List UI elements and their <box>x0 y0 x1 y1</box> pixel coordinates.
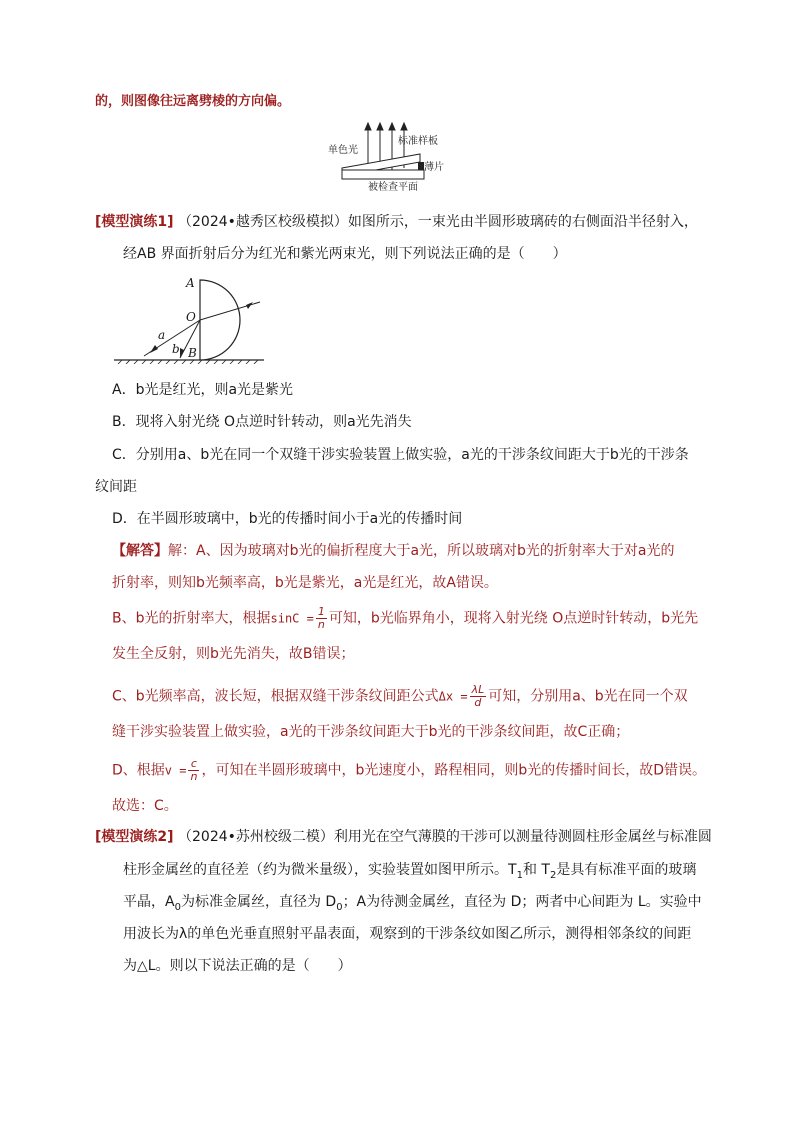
q2-line5: 为△L。则以下说法正确的是（ ） <box>123 958 352 974</box>
answer-b-formula: sinC = <box>270 611 314 626</box>
label-b: b <box>172 342 180 356</box>
q2-line3-mid: 为标准金属丝，直径为 D <box>180 894 337 910</box>
label-surface: 被检查平面 <box>368 182 418 193</box>
top-line: 的，则图像往远离劈棱的方向偏。 <box>95 94 291 109</box>
frac-num: 1 <box>317 605 325 618</box>
q2-line2-mid: 和 T <box>522 862 550 878</box>
answer-d-post: ，可知在半圆形玻璃中，b光速度小，路程相同，则b光的传播时间长，故D错误。 <box>201 762 707 779</box>
q2-source: （2024•苏州校级二模） <box>178 829 334 845</box>
frac-den: d <box>474 696 482 709</box>
answer-a-line1: 解：A、因为玻璃对b光的偏折程度大于a光，所以玻璃对b光的折射率大于对a光的 <box>168 543 675 559</box>
sub-0b: 0 <box>336 901 343 913</box>
sub-2: 2 <box>549 869 557 881</box>
answer-d-formula: v = <box>164 763 187 778</box>
sub-1: 1 <box>516 869 523 881</box>
option-c-line2: 纹间距 <box>95 479 137 495</box>
q1-stem-line1: 如图所示，一束光由半圆形玻璃砖的右侧面沿半径射入， <box>347 214 698 230</box>
answer-line-a1 <box>112 541 675 561</box>
answer-c-line2: 缝干涉实验装置上做实验，a光的干涉条纹间距大于b光的干涉条纹间距，故C正确； <box>112 724 630 740</box>
semicircle-figure <box>112 272 267 364</box>
frac-den: n <box>190 770 198 783</box>
frac-num: c <box>188 758 199 771</box>
q2-line2 <box>123 860 696 886</box>
fraction-lambda-l-d <box>470 684 487 709</box>
q2-line2-pre: 柱形金属丝的直径差（约为微米量级），实验装置如图甲所示。T <box>123 862 517 878</box>
option-a: A．b光是红光，则a光是紫光 <box>112 382 294 398</box>
label-thin-sheet: 薄片 <box>424 162 444 173</box>
answer-b-post: 可知，b光临界角小，现将入射光绕 O点逆时针转动，b光先 <box>328 610 699 627</box>
answer-c-formula: Δx = <box>438 689 468 704</box>
label-B: B <box>188 346 197 360</box>
q1-stem-line2: 经AB 界面折射后分为红光和紫光两束光，则下列说法正确的是（ ） <box>123 246 567 262</box>
answer-head: 【解答】 <box>112 543 168 559</box>
q2-line2-post: 是具有标准平面的玻璃 <box>556 862 697 878</box>
answer-b-pre: B、b光的折射率大，根据 <box>112 610 271 627</box>
q2-header <box>95 827 712 847</box>
fraction-c-n <box>188 758 199 783</box>
answer-b-line2: 发生全反射，则b光先消失，故B错误； <box>112 646 355 662</box>
q2-line3 <box>123 892 702 918</box>
answer-d-pre: D、根据 <box>112 762 165 779</box>
label-standard-plate: 标准样板 <box>398 136 438 147</box>
label-a: a <box>158 328 166 342</box>
option-c-line1: C．分别用a、b光在同一个双缝干涉实验装置上做实验，a光的干涉条纹间距大于b光的干涉条 <box>112 447 689 463</box>
answer-d-line <box>112 758 706 783</box>
q1-tag: [模型演练1] <box>95 214 174 230</box>
frac-den: n <box>317 618 325 631</box>
q1-header <box>95 212 698 232</box>
frac-num: λL <box>471 683 485 696</box>
q2-line4: 用波长为λ的单色光垂直照射平晶表面，观察到的干涉条纹如图乙所示，测得相邻条纹的间距 <box>123 926 692 942</box>
answer-b-line1 <box>112 606 698 631</box>
answer-c-pre: C、b光频率高，波长短，根据双缝干涉条纹间距公式 <box>112 688 439 705</box>
q2-tag: [模型演练2] <box>95 829 174 845</box>
q1-source: （2024•越秀区校级模拟） <box>178 214 348 230</box>
fraction-1-n <box>316 606 327 631</box>
wedge-figure <box>320 120 444 198</box>
label-A: A <box>186 276 195 290</box>
label-O: O <box>186 310 196 324</box>
q2-line1: 利用光在空气薄膜的干涉可以测量待测圆柱形金属丝与标准圆 <box>333 829 712 845</box>
answer-a-line2: 折射率，则知b光频率高，b光是紫光，a光是红光，故A错误。 <box>112 575 498 591</box>
sub-0a: 0 <box>174 901 181 913</box>
q2-line3-post: ；A为待测金属丝，直径为 D；两者中心间距为 L。实验中 <box>342 894 702 910</box>
label-monochromatic: 单色光 <box>328 145 358 156</box>
answer-c-line1 <box>112 684 688 709</box>
option-d: D．在半圆形玻璃中，b光的传播时间小于a光的传播时间 <box>112 511 463 527</box>
answer-c-post: 可知，分别用a、b光在同一个双 <box>488 688 688 705</box>
option-b: B．现将入射光绕 O点逆时针转动，则a光先消失 <box>112 414 412 430</box>
answer-choice: 故选：C。 <box>112 798 178 814</box>
q2-line3-pre: 平晶，A <box>123 894 175 910</box>
